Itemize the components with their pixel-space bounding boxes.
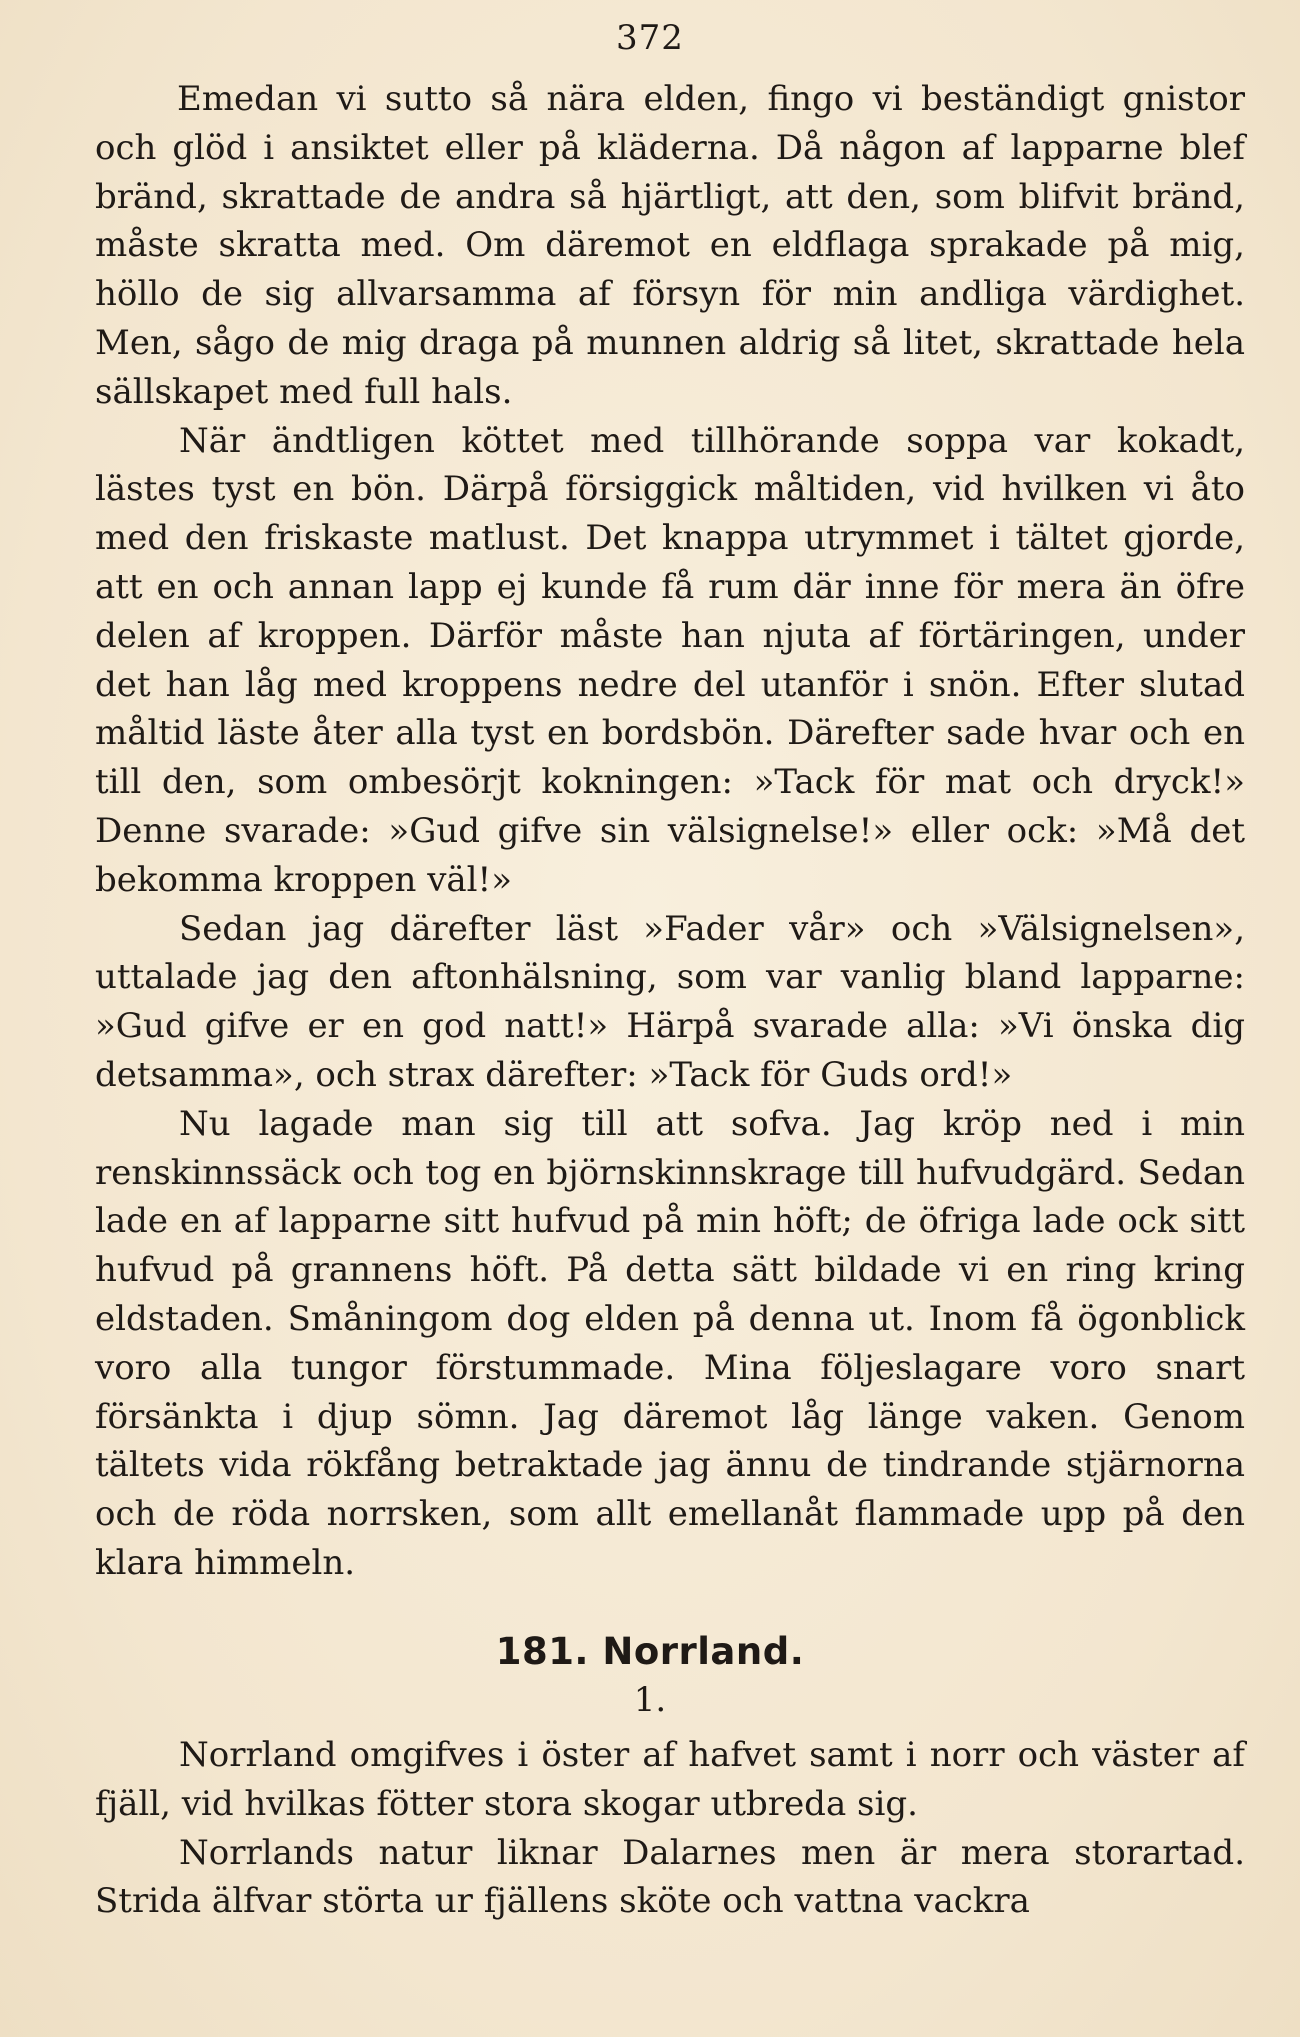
- section-paragraph-1: Norrland omgifves i öster af hafvet samt i norr och väster af fjäll, vid hvilkas fötter stora skogar utbreda sig.: [95, 1735, 1245, 1824]
- section-body-text: [95, 1731, 1245, 1926]
- paragraph-4: Nu lagade man sig till att sofva. Jag kröp ned i min renskinnssäck och tog en björnskinnskrage till hufvudgärd. Sedan lade en af lapparne sitt hufvud på min höft; de öfriga lade ock sitt hufvud på grannens höft. På detta sätt bildade vi en ring kring eldstaden. Småningom dog elden på denna ut. Inom få ögonblick voro alla tungor förstummade. Mina följeslagare voro snart försänkta i djup sömn. Jag däremot låg länge vaken. Genom tältets vida rökfång betraktade jag ännu de tindrande stjärnorna och de röda norrsken, som allt emellanåt flammade upp på den klara himmeln.: [95, 1103, 1245, 1583]
- main-body-text: [95, 75, 1245, 1588]
- subsection-number: 1.: [633, 1680, 667, 1720]
- paragraph-2: När ändtligen köttet med tillhörande soppa var kokadt, lästes tyst en bön. Därpå försiggick måltiden, vid hvilken vi åto med den friskaste matlust. Det knappa utrymmet i tältet gjorde, att en och annan lapp ej kunde få rum där inne för mera än öfre delen af kroppen. Därför måste han njuta af förtäringen, under det han låg med kroppens nedre del utanför i snön. Efter slutad måltid läste åter alla tyst en bordsbön. Därefter sade hvar och en till den, som ombesörjt kokningen: »Tack för mat och dryck!» Denne svarade: »Gud gifve sin välsignelse!» eller ock: »Må det bekomma kroppen väl!»: [95, 420, 1245, 900]
- paragraph-3: Sedan jag därefter läst »Fader vår» och »Välsignelsen», uttalade jag den aftonhälsning, som var vanlig bland lapparne: »Gud gifve er en god natt!» Härpå svarade alla: »Vi önska dig detsamma», och strax därefter: »Tack för Guds ord!»: [95, 908, 1245, 1095]
- section-heading: 181. Norrland.: [495, 1630, 805, 1673]
- section-paragraph-2: Norrlands natur liknar Dalarnes men är mera storartad. Strida älfvar störta ur fjällens sköte och vattna vackra: [95, 1832, 1245, 1922]
- paragraph-1: Emedan vi sutto så nära elden, fingo vi beständigt gnistor och glöd i ansiktet eller på kläderna. Då någon af lapparne blef bränd, skrattade de andra så hjärtligt, att den, som blifvit bränd, måste skratta med. Om däremot en eldflaga sprakade på mig, höllo de sig allvarsamma af försyn för min andliga värdighet. Men, sågo de mig draga på munnen aldrig så litet, skrattade hela sällskapet med full hals.: [95, 79, 1245, 412]
- page-number: 372: [616, 18, 684, 58]
